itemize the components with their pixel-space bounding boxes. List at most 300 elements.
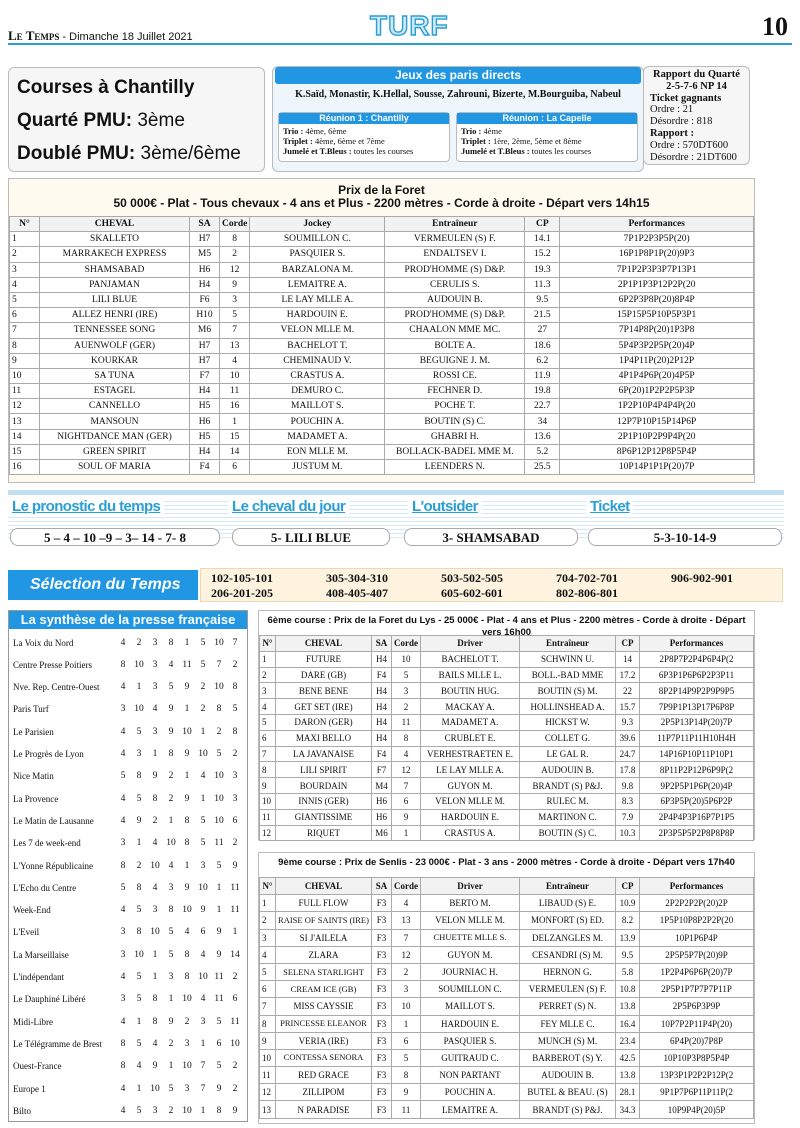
table-cell: HOLLINSHEAD A. — [520, 699, 616, 715]
table-cell: PERRET (S) N. — [520, 998, 616, 1015]
column-header: N° — [260, 636, 276, 652]
table-cell: BAILS MLLE L. — [421, 667, 520, 683]
column-header: SA — [190, 217, 220, 232]
column-header: SA — [372, 878, 392, 895]
synthese-number: 10 — [134, 704, 144, 715]
table-cell: ESTAGEL — [40, 384, 190, 399]
selection-number: 206-201-205 — [211, 586, 273, 600]
double-value: 3ème/6ème — [135, 143, 241, 164]
table-cell: 24.7 — [616, 746, 640, 762]
synthese-number: 10 — [150, 860, 160, 871]
table-row — [10, 262, 754, 277]
synthese-number: 3 — [152, 905, 158, 916]
synthese-number: 10 — [150, 1083, 160, 1094]
table-cell: 5 — [220, 308, 250, 323]
table-cell: F3 — [372, 895, 392, 912]
table-cell: 15.2 — [525, 247, 560, 262]
synthese-number: 10 — [214, 793, 224, 804]
table-cell: 3 — [392, 981, 421, 998]
table-cell: 8P11P2P12P6P9P(2 — [640, 762, 754, 778]
reunion-line-label: Trio : — [461, 126, 482, 136]
table-cell: SOUL OF MARIA — [40, 460, 190, 475]
newspaper-name: Nve. Rep. Centre-Ouest — [13, 682, 100, 693]
table-cell: 1 — [260, 651, 276, 667]
table-cell: RAISE OF SAINTS (IRE) — [276, 912, 372, 929]
synthese-number: 3 — [232, 771, 238, 782]
table-row — [260, 1015, 754, 1032]
table-cell: MAXI BELLO — [276, 730, 372, 746]
table-cell: 10P1P6P4P — [640, 929, 754, 946]
table-row — [260, 912, 754, 929]
table-row — [260, 1067, 754, 1084]
synthese-number: 4 — [152, 882, 158, 893]
table-cell: CHUETTE MLLE S. — [421, 929, 520, 946]
synthese-number: 7 — [216, 659, 222, 670]
synthese-number: 4 — [152, 1038, 158, 1049]
synthese-number: 1 — [200, 1105, 206, 1116]
table-cell: BEGUIGNE J. M. — [385, 353, 525, 368]
synthese-row — [13, 943, 245, 966]
double-label: Doublé PMU: — [17, 143, 136, 164]
synthese-number: 1 — [216, 882, 222, 893]
table-row — [260, 1049, 754, 1066]
column-header: CP — [616, 878, 640, 895]
synthese-number: 4 — [120, 726, 126, 737]
table-cell: 9.3 — [616, 714, 640, 730]
table-cell: GUITRAUD C. — [421, 1049, 520, 1066]
table-cell: 8P2P14P9P2P9P9P5 — [640, 683, 754, 699]
synthese-number: 4 — [200, 994, 206, 1005]
column-header: Corde — [392, 878, 421, 895]
table-row — [260, 730, 754, 746]
synthese-row — [13, 676, 245, 699]
synthese-number: 4 — [200, 949, 206, 960]
synthese-number: 8 — [136, 771, 142, 782]
table-cell: BUTEL & BEAU. (S) — [520, 1084, 616, 1101]
table-cell: 4 — [10, 277, 40, 292]
table-cell: 11 — [220, 384, 250, 399]
synthese-number: 5 — [136, 793, 142, 804]
table-cell: 2P5P1P7P7P7P11P — [640, 981, 754, 998]
table-cell: BOUTIN HUG. — [421, 683, 520, 699]
synthese-number: 9 — [200, 905, 206, 916]
synthese-number: 4 — [120, 1016, 126, 1027]
table-cell: 28.1 — [616, 1084, 640, 1101]
synthese-row — [13, 899, 245, 922]
table-cell: 10 — [220, 368, 250, 383]
table-cell: F7 — [372, 762, 392, 778]
synthese-number: 1 — [184, 704, 190, 715]
synthese-number: 3 — [184, 1038, 190, 1049]
synthese-number: 5 — [200, 659, 206, 670]
table-cell: 10 — [392, 651, 421, 667]
table-cell: RULEC M. — [520, 793, 616, 809]
table-cell: BENE BENE — [276, 683, 372, 699]
newspaper-name: Bilto — [13, 1105, 32, 1116]
synthese-number: 5 — [216, 860, 222, 871]
table-cell: MACKAY A. — [421, 699, 520, 715]
table-cell: PASQUIER S. — [421, 1032, 520, 1049]
table-cell: CRASTUS A. — [421, 825, 520, 841]
table-cell: BOURDAIN — [276, 778, 372, 794]
table-cell: 8.3 — [616, 793, 640, 809]
table-row — [260, 1032, 754, 1049]
synthese-number: 10 — [182, 1061, 192, 1072]
table-cell: 15 — [10, 444, 40, 459]
table-cell: 18.6 — [525, 338, 560, 353]
synthese-number: 8 — [184, 972, 190, 982]
reunion-line-label: Trio : — [283, 126, 304, 136]
synthese-number: 10 — [198, 972, 208, 982]
table-cell: 9 — [260, 1032, 276, 1049]
courses-title: Courses à Chantilly — [17, 77, 195, 98]
race-foret-title: Prix de la Foret — [338, 183, 425, 197]
table-cell: 2P5P6P3P9P — [640, 998, 754, 1015]
column-header: Entraîneur — [520, 878, 616, 895]
table-cell: 7 — [392, 778, 421, 794]
table-cell: TENNESSEE SONG — [40, 323, 190, 338]
synthese-number: 9 — [232, 1105, 238, 1116]
table-cell: H6 — [372, 809, 392, 825]
synthese-number: 3 — [152, 1105, 158, 1116]
table-cell: M4 — [372, 778, 392, 794]
column-header: Performances — [640, 636, 754, 652]
synthese-number: 10 — [198, 882, 208, 893]
column-header: SA — [372, 636, 392, 652]
synthese-number: 5 — [168, 682, 174, 693]
table-cell: NIGHTDANCE MAN (GER) — [40, 429, 190, 444]
table-cell: 3 — [260, 683, 276, 699]
table-cell: 6 — [260, 730, 276, 746]
rapport-label: Rapport : — [650, 127, 695, 139]
table-cell: SOUMILLON C. — [250, 232, 385, 247]
table-cell: AUDOUIN B. — [520, 762, 616, 778]
table-cell: 13.9 — [616, 929, 640, 946]
table-cell: 34 — [525, 414, 560, 429]
synthese-number: 8 — [232, 682, 238, 693]
synthese-number: 8 — [184, 815, 190, 826]
synthese-number: 2 — [168, 771, 174, 782]
table-cell: 7P14P8P(20)1P3P8 — [560, 323, 754, 338]
synthese-number: 1 — [136, 1016, 142, 1027]
synthese-number: 1 — [200, 726, 206, 737]
synthese-number: 8 — [152, 994, 158, 1005]
table-cell: CRUBLET E. — [421, 730, 520, 746]
synthese-number: 9 — [168, 704, 174, 715]
synthese-number: 3 — [232, 793, 238, 804]
table-cell: 17.2 — [616, 667, 640, 683]
synthese-row — [13, 1032, 245, 1055]
table-cell: BOUTIN (S) M. — [520, 683, 616, 699]
table-row — [10, 338, 754, 353]
table-cell: 10 — [260, 793, 276, 809]
table-cell: 1P2P4P6P6P(20)7P — [640, 963, 754, 980]
table-cell: 11 — [392, 714, 421, 730]
synthese-number: 3 — [136, 749, 142, 759]
table-cell: BARZALONA M. — [250, 262, 385, 277]
table-cell: ROSSI CE. — [385, 368, 525, 383]
table-row — [10, 323, 754, 338]
synthese-number: 11 — [214, 994, 224, 1005]
table-cell: 34.3 — [616, 1101, 640, 1118]
synthese-number: 11 — [214, 838, 224, 849]
table-cell: PASQUIER S. — [250, 247, 385, 262]
newspaper-name: La Marseillaise — [13, 949, 69, 960]
table-cell: 2P5P5P7P(20)9P — [640, 946, 754, 963]
table-cell: H7 — [190, 338, 220, 353]
synthese-number: 8 — [120, 860, 126, 871]
column-header: Performances — [640, 878, 754, 895]
synthese-number: 10 — [214, 637, 224, 648]
table-cell: 6 — [260, 981, 276, 998]
table-cell: 4 — [260, 699, 276, 715]
synthese-number: 4 — [120, 972, 126, 982]
synthese-number: 8 — [168, 905, 174, 916]
table-cell: CREAM ICE (GB) — [276, 981, 372, 998]
table-cell: 9.5 — [616, 946, 640, 963]
synthese-number: 5 — [168, 949, 174, 960]
table-cell: BARBEROT (S) Y. — [520, 1049, 616, 1066]
reunion-line — [283, 146, 445, 156]
table-cell: VELON MLLE M. — [421, 793, 520, 809]
table-cell: F3 — [372, 1084, 392, 1101]
table-cell: 11P7P11P11H10H4H — [640, 730, 754, 746]
table-cell: LE LAY MLLE A. — [421, 762, 520, 778]
synthese-number: 1 — [184, 860, 190, 871]
synthese-number: 5 — [136, 1105, 142, 1116]
synthese-number: 5 — [216, 749, 222, 759]
table-cell: 10P7P2P11P4P(20) — [640, 1015, 754, 1032]
table-cell: SKALLETO — [40, 232, 190, 247]
table-cell: 12 — [392, 946, 421, 963]
table-cell: ZLARA — [276, 946, 372, 963]
table-cell: BRANDT (S) P&J. — [520, 1101, 616, 1118]
table-cell: 2P5P13P14P(20)7P — [640, 714, 754, 730]
synthese-number: 10 — [182, 726, 192, 737]
table-cell: 6P2P3P8P(20)8P4P — [560, 292, 754, 307]
synthese-number: 3 — [120, 927, 126, 938]
newspaper-name: Le Parisien — [13, 726, 54, 737]
synthese-number: 5 — [216, 1016, 222, 1027]
newspaper-name: L'Echo du Centre — [13, 882, 77, 893]
synthese-number: 3 — [152, 682, 158, 693]
table-cell: F3 — [372, 946, 392, 963]
synthese-row — [13, 988, 245, 1011]
synthese-number: 7 — [200, 1061, 206, 1072]
table-row — [10, 308, 754, 323]
synthese-number: 1 — [200, 1038, 206, 1049]
synthese-number: 9 — [168, 1016, 174, 1027]
table-cell: 12 — [220, 262, 250, 277]
synthese-number: 5 — [120, 771, 126, 782]
quarte-line — [17, 104, 256, 137]
table-cell: 5 — [392, 667, 421, 683]
race-foret-conditions: 50 000€ - Plat - Tous chevaux - 4 ans et Plus - 2200 mètres - Corde à droite - Départ vers 14h15 — [113, 196, 650, 210]
synthese-number: 11 — [182, 659, 192, 670]
synthese-number: 10 — [182, 994, 192, 1005]
table-cell: JOURNIAC H. — [421, 963, 520, 980]
table-cell: GUYON M. — [421, 946, 520, 963]
synthese-number: 10 — [166, 838, 176, 849]
selection-title: Sélection du Temps — [8, 570, 198, 600]
double-line — [17, 137, 256, 170]
table-cell: 12 — [260, 825, 276, 841]
table-cell: 7 — [10, 323, 40, 338]
table-cell: 9P1P7P6P11P11P(2 — [640, 1084, 754, 1101]
reunion-line-label: Jumelé et T.Bleus : — [283, 146, 352, 156]
synthese-number: 3 — [168, 972, 174, 982]
reunion-line — [461, 126, 633, 136]
column-header: N° — [10, 217, 40, 232]
table-cell: 10P9P4P(20)5P — [640, 1101, 754, 1118]
table-cell: POUCHIN A. — [250, 414, 385, 429]
synthese-row — [13, 653, 245, 676]
newspaper-name: Europe 1 — [13, 1083, 46, 1094]
table-row — [260, 946, 754, 963]
table-cell: 9 — [10, 353, 40, 368]
synthese-number: 5 — [136, 994, 142, 1005]
table-cell: 1 — [220, 414, 250, 429]
synthese-number: 6 — [232, 994, 238, 1005]
synthese-number: 9 — [184, 682, 190, 693]
newspaper-name: Midi-Libre — [13, 1016, 53, 1027]
synthese-number: 10 — [134, 949, 144, 960]
table-row — [260, 1084, 754, 1101]
synthese-number: 8 — [120, 1061, 126, 1072]
table-cell: F3 — [372, 1049, 392, 1066]
table-cell: CRASTUS A. — [250, 368, 385, 383]
table-cell: 6P4P(20)7P8P — [640, 1032, 754, 1049]
synthese-number: 10 — [198, 749, 208, 759]
table-row — [260, 746, 754, 762]
table-cell: 11 — [392, 1101, 421, 1118]
table-cell: DARON (GER) — [276, 714, 372, 730]
table-cell: H4 — [372, 730, 392, 746]
table-cell: VERMEULEN (S) F. — [385, 232, 525, 247]
pronostic-value: 5 – 4 – 10 –9 – 3– 14 - 7- 8 — [10, 528, 220, 546]
newspaper-name: Nice Matin — [13, 771, 54, 782]
synthese-number: 3 — [168, 882, 174, 893]
synthese-number: 10 — [182, 905, 192, 916]
table-cell: PANJAMAN — [40, 277, 190, 292]
synthese-number: 8 — [152, 1016, 158, 1027]
table-cell: 5 — [260, 714, 276, 730]
selection-number: 503-502-505 — [441, 571, 503, 585]
table-cell: AUDOUIN B. — [385, 292, 525, 307]
newspaper-name: Le Matin de Lausanne — [13, 815, 94, 826]
table-cell: PROD'HOMME (S) D&P. — [385, 262, 525, 277]
table-cell: LEMAITRE A. — [421, 1101, 520, 1118]
table-cell: 8 — [260, 762, 276, 778]
table-cell: H4 — [372, 699, 392, 715]
jeux-box — [272, 66, 644, 172]
table-cell: F4 — [372, 746, 392, 762]
quarte-label: Quarté PMU: — [17, 110, 133, 131]
table-row — [10, 444, 754, 459]
synthese-number: 4 — [136, 1061, 142, 1072]
table-cell: 7P1P2P3P3P7P13P1 — [560, 262, 754, 277]
synthese-number: 5 — [168, 927, 174, 938]
table-cell: H6 — [190, 414, 220, 429]
table-cell: F3 — [372, 1015, 392, 1032]
selection-number: 802-806-801 — [556, 586, 618, 600]
synthese-number: 2 — [232, 838, 238, 849]
table-row — [260, 683, 754, 699]
table-cell: 16P1P8P1P(20)9P3 — [560, 247, 754, 262]
table-cell: 4P1P4P6P(20)4P5P — [560, 368, 754, 383]
reunion-line-label: Triplet : — [461, 136, 491, 146]
table-cell: LEMAITRE A. — [250, 277, 385, 292]
synthese-number: 3 — [200, 860, 206, 871]
table-cell: VELON MLLE M. — [421, 912, 520, 929]
table-row — [260, 981, 754, 998]
table-cell: 23.4 — [616, 1032, 640, 1049]
synthese-number: 9 — [136, 815, 142, 826]
table-cell: GET SET (IRE) — [276, 699, 372, 715]
reunion-line-value: 4ème, 6ème et 7ème — [312, 136, 385, 146]
synthese-number: 10 — [214, 771, 224, 782]
outsider-value: 3- SHAMSABAD — [404, 528, 578, 546]
table-cell: SHAMSABAD — [40, 262, 190, 277]
table-cell: BOLL.-BAD MME — [520, 667, 616, 683]
newspaper-name: Le Dauphiné Libéré — [13, 994, 86, 1005]
synthese-number: 8 — [152, 793, 158, 804]
table-cell: GHABRI H. — [385, 429, 525, 444]
synthese-row — [13, 743, 245, 766]
table-row — [260, 762, 754, 778]
table-cell: FUTURE — [276, 651, 372, 667]
table-cell: 7 — [392, 929, 421, 946]
table-cell: LIBAUD (S) E. — [520, 895, 616, 912]
table-cell: CESANDRI (S) M. — [520, 946, 616, 963]
synthese-number: 1 — [168, 994, 174, 1005]
synthese-number: 10 — [150, 927, 160, 938]
table-cell: 10.9 — [616, 895, 640, 912]
brand-name: Le Temps — [8, 28, 60, 43]
synthese-number: 3 — [200, 1016, 206, 1027]
table-cell: F3 — [372, 963, 392, 980]
synthese-number: 7 — [232, 637, 238, 648]
race-9-title: 9ème course : Prix de Senlis - 23 000€ - Plat - 3 ans - 2000 mètres - Corde à droite - Départ vers 17h40 — [278, 857, 735, 868]
table-cell: 1 — [260, 895, 276, 912]
table-row — [260, 714, 754, 730]
table-cell: 2 — [392, 699, 421, 715]
table-cell: VERMEULEN (S) F. — [520, 981, 616, 998]
table-cell: BACHELOT T. — [421, 651, 520, 667]
page-header — [8, 8, 792, 44]
table-cell: 2P3P5P5P2P8P8P8P — [640, 825, 754, 841]
table-cell: BERTO M. — [421, 895, 520, 912]
table-cell: 42.5 — [616, 1049, 640, 1066]
race-9 — [258, 852, 755, 1124]
synthese-row — [13, 832, 245, 855]
table-cell: MARTINON C. — [520, 809, 616, 825]
table-cell: 13 — [260, 1101, 276, 1118]
table-cell: 5 — [260, 963, 276, 980]
rapport-desordre: Désordre : 818 — [650, 116, 713, 128]
table-cell: 19.3 — [525, 262, 560, 277]
synthese-number: 1 — [152, 972, 158, 982]
table-row — [10, 460, 754, 475]
table-cell: F4 — [190, 460, 220, 475]
table-cell: MADAMET A. — [250, 429, 385, 444]
synthese-number: 8 — [120, 1038, 126, 1049]
reunion-chantilly-title: Réunion 1 : Chantilly — [279, 113, 449, 124]
synthese-number: 1 — [168, 1061, 174, 1072]
synthese-number: 9 — [168, 726, 174, 737]
table-row — [260, 778, 754, 794]
table-cell: 12 — [260, 1084, 276, 1101]
